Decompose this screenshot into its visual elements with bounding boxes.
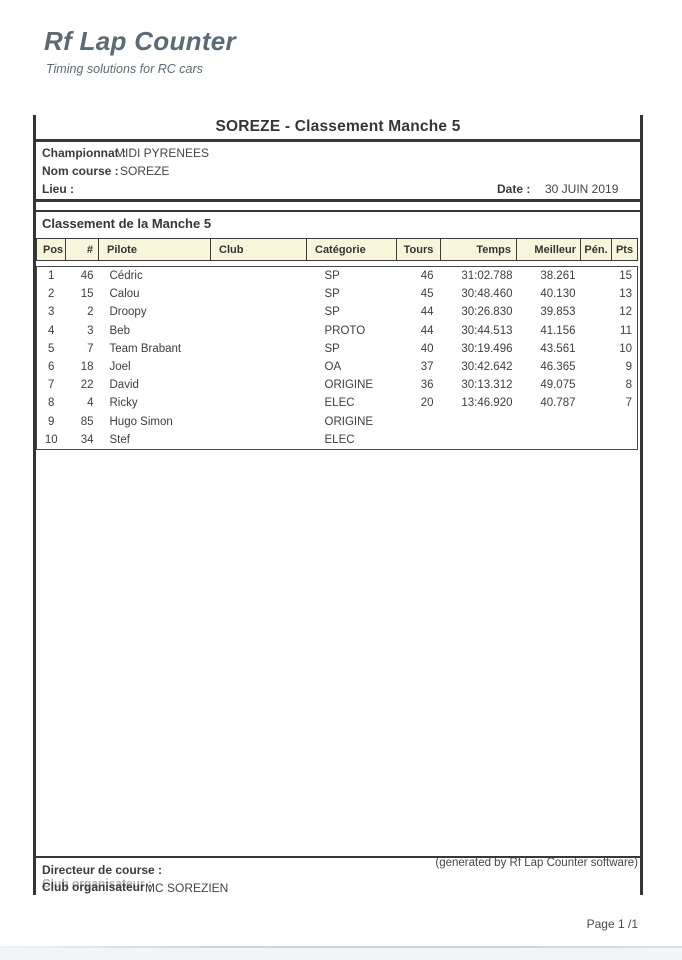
page-number: Page 1 /1 — [586, 917, 638, 931]
result-cell — [397, 413, 441, 431]
result-cell: 30:26.830 — [461, 306, 513, 319]
result-cell: Team Brabant — [109, 342, 182, 355]
result-cell — [581, 322, 612, 340]
result-cell: 39.853 — [540, 306, 576, 319]
result-cell: 7 — [48, 379, 55, 392]
result-cell: 40.787 — [540, 397, 576, 410]
logo-title: Rf Lap Counter — [44, 26, 236, 56]
date-label: Date : — [497, 182, 531, 196]
result-cell: 36 — [420, 379, 434, 392]
result-cell — [581, 340, 612, 358]
result-cell — [517, 431, 581, 450]
result-cell: 12 — [619, 306, 632, 319]
nom-course-label: Nom course : — [42, 164, 119, 178]
result-cell: Ricky — [109, 397, 138, 410]
scan-edge-area — [0, 948, 682, 960]
result-cell: 45 — [420, 288, 434, 301]
directeur-de-course-label: Directeur de course : — [42, 863, 163, 877]
section-divider — [35, 210, 641, 212]
result-cell — [581, 358, 612, 376]
result-cell: ELEC — [324, 397, 355, 410]
page-frame-left-border — [33, 115, 36, 895]
result-cell: 10 — [44, 433, 58, 446]
result-cell: OA — [324, 361, 342, 374]
column-header-2: Pilote — [99, 239, 211, 261]
results-table — [36, 266, 638, 450]
result-cell: Cédric — [109, 270, 143, 283]
column-header-6: Temps — [441, 239, 517, 261]
result-cell — [581, 267, 612, 286]
result-cell — [211, 340, 307, 358]
result-cell: 22 — [80, 379, 94, 392]
lieu-label: Lieu : — [42, 182, 74, 196]
result-cell: 34 — [80, 433, 94, 446]
result-row — [37, 267, 638, 286]
page-frame-right-border — [640, 115, 643, 895]
result-cell: 6 — [48, 361, 55, 374]
column-header-8: Pén. — [581, 239, 612, 261]
result-cell: 43.561 — [540, 342, 576, 355]
result-cell: Calou — [109, 288, 140, 301]
result-cell: Joel — [109, 361, 131, 374]
club-organisateur-label: Club organisateur : — [42, 880, 153, 894]
result-cell: 40 — [420, 342, 434, 355]
result-cell: 44 — [420, 306, 434, 319]
result-cell — [581, 303, 612, 321]
result-cell: 44 — [420, 324, 434, 337]
result-cell: SP — [324, 306, 340, 319]
result-cell: 3 — [87, 324, 94, 337]
result-cell: 9 — [48, 415, 55, 428]
result-cell: Beb — [109, 324, 130, 337]
result-cell: 4 — [87, 397, 94, 410]
result-cell: 30:44.513 — [461, 324, 513, 337]
title-divider — [35, 139, 641, 142]
result-row — [37, 431, 638, 450]
result-cell — [211, 394, 307, 412]
generated-note: (generated by Rf Lap Counter software) — [435, 857, 638, 869]
logo-tagline: Timing solutions for RC cars — [46, 62, 203, 76]
result-cell: 7 — [625, 397, 632, 410]
result-cell: 40.130 — [540, 288, 576, 301]
result-cell — [581, 431, 612, 450]
result-cell: 11 — [620, 324, 632, 337]
result-cell: 30:13.312 — [461, 379, 513, 392]
result-cell: 30:19.496 — [461, 342, 513, 355]
result-cell: 3 — [48, 306, 55, 319]
result-row — [37, 394, 638, 412]
result-cell — [211, 376, 307, 394]
result-cell: 20 — [420, 397, 434, 410]
result-cell: 15 — [80, 288, 94, 301]
result-cell — [612, 413, 638, 431]
info-divider — [35, 199, 641, 202]
column-header-4: Catégorie — [307, 239, 397, 261]
result-cell: SP — [324, 270, 340, 283]
results-header-table — [36, 238, 638, 261]
result-row — [37, 340, 638, 358]
result-cell: 7 — [87, 342, 94, 355]
result-cell: 41.156 — [540, 324, 576, 337]
result-row — [37, 303, 638, 321]
result-cell — [211, 322, 307, 340]
club-organisateur-value: MC SOREZIEN — [145, 881, 229, 895]
result-cell: 30:42.642 — [461, 361, 513, 374]
result-cell: 37 — [420, 361, 434, 374]
result-cell: 46 — [420, 270, 434, 283]
column-header-0: Pos — [37, 239, 66, 261]
column-header-3: Club — [211, 239, 307, 261]
result-cell: 2 — [87, 306, 94, 319]
result-cell: 18 — [80, 361, 94, 374]
results-header-row — [37, 239, 638, 261]
result-cell — [211, 358, 307, 376]
result-cell: 46.365 — [540, 361, 576, 374]
result-cell — [581, 285, 612, 303]
result-row — [37, 413, 638, 431]
result-cell: Droopy — [109, 306, 147, 319]
column-header-5: Tours — [397, 239, 441, 261]
result-cell — [441, 431, 517, 450]
result-cell: 10 — [619, 342, 632, 355]
column-header-9: Pts — [612, 239, 638, 261]
result-cell: 31:02.788 — [461, 270, 513, 283]
result-cell: SP — [324, 342, 340, 355]
result-cell: 5 — [48, 342, 55, 355]
nom-course-value: SOREZE — [120, 164, 170, 178]
section-title: Classement de la Manche 5 — [42, 216, 212, 231]
result-cell: 8 — [48, 397, 55, 410]
result-cell: 46 — [80, 270, 94, 283]
championnat-value: MIDI PYRENEES — [115, 146, 210, 160]
result-cell: 13 — [619, 288, 632, 301]
result-cell: ORIGINE — [324, 379, 374, 392]
result-cell — [211, 285, 307, 303]
result-row — [37, 376, 638, 394]
result-cell: ELEC — [324, 433, 355, 446]
championnat-label: Championnat : — [42, 146, 126, 160]
result-cell — [612, 431, 638, 450]
result-cell: 13:46.920 — [461, 397, 513, 410]
result-cell: 85 — [80, 415, 94, 428]
result-cell: Hugo Simon — [109, 415, 173, 428]
result-row — [37, 285, 638, 303]
result-cell: David — [109, 379, 139, 392]
date-value: 30 JUIN 2019 — [545, 182, 619, 196]
result-cell: 15 — [619, 270, 632, 283]
report-title: SOREZE - Classement Manche 5 — [215, 118, 461, 135]
result-cell: Stef — [109, 433, 130, 446]
result-cell — [211, 303, 307, 321]
column-header-1: # — [66, 239, 99, 261]
result-cell: 2 — [48, 288, 55, 301]
result-cell — [581, 394, 612, 412]
result-cell: SP — [324, 288, 340, 301]
result-cell — [211, 431, 307, 450]
result-cell: PROTO — [324, 324, 366, 337]
result-cell: 9 — [625, 361, 632, 374]
result-row — [37, 322, 638, 340]
column-header-7: Meilleur — [517, 239, 581, 261]
result-cell — [397, 431, 441, 450]
result-cell: 49.075 — [540, 379, 576, 392]
result-cell: 8 — [625, 379, 632, 392]
result-cell — [211, 267, 307, 286]
result-cell — [581, 413, 612, 431]
result-cell: 1 — [48, 270, 55, 283]
result-cell: ORIGINE — [324, 415, 374, 428]
result-cell: 4 — [48, 324, 55, 337]
result-cell — [211, 413, 307, 431]
result-cell — [517, 413, 581, 431]
result-cell — [441, 413, 517, 431]
result-cell — [581, 376, 612, 394]
result-cell: 38.261 — [540, 270, 576, 283]
result-cell: 30:48.460 — [461, 288, 513, 301]
result-row — [37, 358, 638, 376]
